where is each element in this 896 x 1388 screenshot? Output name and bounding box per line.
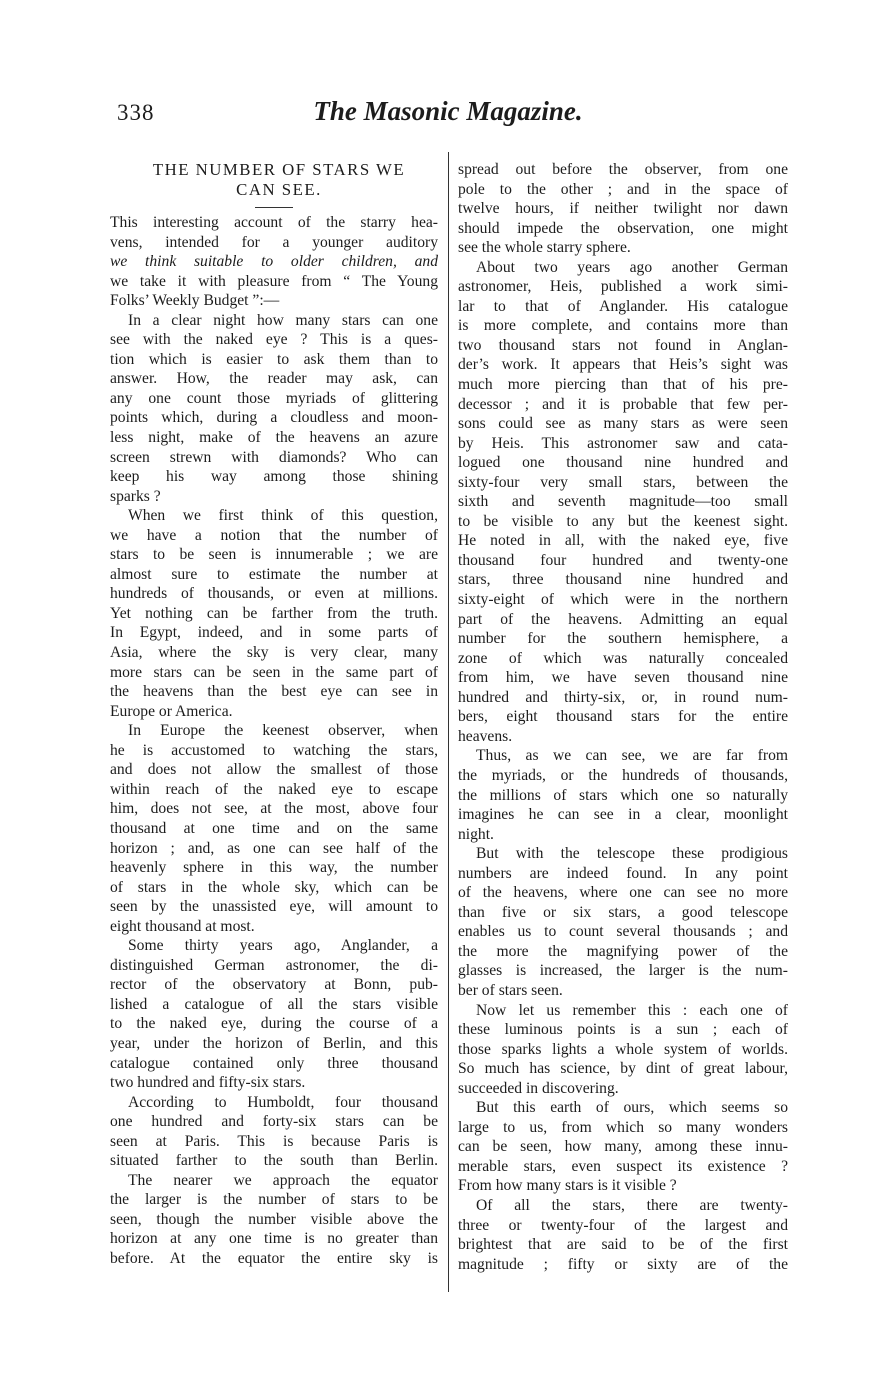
text-line: He noted in all, with the naked eye, five xyxy=(458,532,788,550)
page-header xyxy=(0,96,896,136)
text-line: zone of which was naturally concealed xyxy=(458,649,788,667)
right-column xyxy=(458,160,788,1274)
text-line: we think suitable to older children, and xyxy=(110,253,438,271)
text-line: we take it with pleasure from “ The Young xyxy=(110,272,438,290)
text-line: From how many stars is it visible ? xyxy=(458,1177,677,1195)
text-line: than five or six stars, a good telescope xyxy=(458,903,788,921)
text-line: Europe or America. xyxy=(110,702,233,720)
text-line: magnitude ; fifty or sixty are of the xyxy=(458,1255,788,1273)
text-line: number for the southern hemisphere, a xyxy=(458,630,788,648)
text-line: year, under the horizon of Berlin, and this xyxy=(110,1034,438,1052)
text-line: When we first think of this question, xyxy=(128,507,438,525)
article-title-line-2: CAN SEE. xyxy=(236,180,322,199)
text-line: three or twenty-four of the largest and xyxy=(458,1216,788,1234)
text-line: twelve hours, if neither twilight nor dawn xyxy=(458,200,788,218)
text-line: catalogue contained only three thousand xyxy=(110,1054,438,1072)
text-line: points which, during a cloudless and moon- xyxy=(110,409,438,427)
text-line: seen at Paris. This is because Paris is xyxy=(110,1132,438,1150)
text-line: heavens. xyxy=(458,727,513,745)
text-line: vens, intended for a younger auditory xyxy=(110,233,438,251)
text-line: those sparks lights a whole system of worlds. xyxy=(458,1040,788,1058)
text-line: der’s work. It appears that Heis’s sight was xyxy=(458,356,788,374)
text-line: Folks’ Weekly Budget ”:— xyxy=(110,292,280,310)
text-line: answer. How, the reader may ask, can xyxy=(110,370,438,388)
text-line: lar to that of Anglander. His catalogue xyxy=(458,297,788,315)
text-line: In Egypt, indeed, and in some parts of xyxy=(110,624,438,642)
text-line: situated farther to the south than Berlin. xyxy=(110,1152,438,1170)
text-line: rector of the observatory at Bonn, pub- xyxy=(110,976,438,994)
text-line: sons could see as many stars as were seen xyxy=(458,415,788,433)
text-line: In a clear night how many stars can one xyxy=(128,311,438,329)
left-column-text xyxy=(110,213,438,1269)
text-line: Some thirty years ago, Anglander, a xyxy=(128,937,438,955)
text-line: less night, make of the heavens an azure xyxy=(110,429,438,447)
text-line: heavenly sphere in this way, the number xyxy=(110,859,438,877)
text-line: more stars can be seen in the same part of xyxy=(110,663,438,681)
text-line: the larger is the number of stars to be xyxy=(110,1191,438,1209)
text-line: Thus, as we can see, we are far from xyxy=(476,747,788,765)
text-line: is more complete, and contains more than xyxy=(458,317,788,335)
text-line: sixth and seventh magnitude—too small xyxy=(458,493,788,511)
text-line: hundreds of thousands, or even at millions. xyxy=(110,585,438,603)
title-rule xyxy=(255,207,293,208)
text-line: But this earth of ours, which seems so xyxy=(476,1099,788,1117)
text-line: the more the magnifying power of the xyxy=(458,942,788,960)
text-line: ber of stars seen. xyxy=(458,981,563,999)
text-line: within reach of the naked eye to escape xyxy=(110,780,438,798)
text-line: Asia, where the sky is very clear, many xyxy=(110,644,438,662)
text-line: by Heis. This astronomer saw and cata- xyxy=(458,434,788,452)
text-line: In Europe the keenest observer, when xyxy=(128,722,438,740)
text-line: from him, we have seven thousand nine xyxy=(458,669,788,687)
text-line: tion which is easier to ask them than to xyxy=(110,350,438,368)
text-line: horizon at any one time is no greater than xyxy=(110,1230,438,1248)
text-line: of stars in the whole sky, which can be xyxy=(110,878,438,896)
text-line: of the heavens, where one can see no more xyxy=(458,884,788,902)
text-line: succeeded in discovering. xyxy=(458,1079,619,1097)
text-line: much more piercing than that of his pre- xyxy=(458,376,788,394)
text-line: to the naked eye, during the course of a xyxy=(110,1015,438,1033)
text-line: lished a catalogue of all the stars visible xyxy=(110,995,438,1013)
text-line: we have a notion that the number of xyxy=(110,526,438,544)
text-line: brightest that are said to be of the first xyxy=(458,1236,788,1254)
text-line: decessor ; and it is probable that few per- xyxy=(458,395,788,413)
text-line: the myriads, or the hundreds of thousands, xyxy=(458,766,788,784)
text-line: to be visible to any but the keenest sight. xyxy=(458,512,788,530)
text-line: thousand four hundred and twenty-one xyxy=(458,551,788,569)
text-line: these luminous points is a sun ; each of xyxy=(458,1021,788,1039)
text-line: enables us to count several thousands ; and xyxy=(458,923,788,941)
text-line: glasses is increased, the larger is the num- xyxy=(458,962,788,980)
text-line: This interesting account of the starry hea- xyxy=(110,214,438,231)
text-line: eight thousand at most. xyxy=(110,917,255,935)
text-line: distinguished German astronomer, the di- xyxy=(110,956,438,974)
column-divider xyxy=(448,152,449,1292)
text-line: before. At the equator the entire sky is xyxy=(110,1249,438,1267)
text-line: spread out before the observer, from one xyxy=(458,161,788,178)
article-title-line-1: THE NUMBER OF STARS WE xyxy=(152,160,406,179)
page-number: 338 xyxy=(117,100,155,125)
text-line: Now let us remember this : each one of xyxy=(476,1001,788,1019)
text-line: But with the telescope these prodigious xyxy=(476,845,788,863)
text-line: seen by the unassisted eye, will amount to xyxy=(110,898,438,916)
text-line: merable stars, even suspect its existence ? xyxy=(458,1157,788,1175)
text-line: can be seen, how many, among these innu- xyxy=(458,1138,788,1156)
text-line: almost sure to estimate the number at xyxy=(110,565,438,583)
text-line: hundred and thirty-six, or, in round num- xyxy=(458,688,788,706)
text-line: the millions of stars which one so naturally xyxy=(458,786,788,804)
text-line: see with the naked eye ? This is a ques- xyxy=(110,331,438,349)
text-line: one hundred and forty-six stars can be xyxy=(110,1113,438,1131)
text-line: part of the heavens. Admitting an equal xyxy=(458,610,788,628)
text-line: logued one thousand nine hundred and xyxy=(458,454,788,472)
text-line: Yet nothing can be farther from the truth. xyxy=(110,604,438,622)
text-line: According to Humboldt, four thousand xyxy=(128,1093,438,1111)
text-line: pole to the other ; and in the space of xyxy=(458,180,788,198)
text-line: stars to be seen is innumerable ; we are xyxy=(110,546,438,564)
text-line: stars, three thousand nine hundred and xyxy=(458,571,788,589)
text-line: and does not allow the smallest of those xyxy=(110,761,438,779)
left-column xyxy=(110,160,438,1269)
text-line: So much has science, by dint of great labour, xyxy=(458,1060,788,1078)
text-line: should impede the observation, one might xyxy=(458,219,788,237)
text-line: horizon ; and, as one can see half of the xyxy=(110,839,438,857)
text-line: any one count those myriads of glittering xyxy=(110,389,438,407)
text-line: seen, though the number visible above the xyxy=(110,1210,438,1228)
text-line: see the whole starry sphere. xyxy=(458,239,631,257)
text-line: numbers are indeed found. In any point xyxy=(458,864,788,882)
text-line: thousand at one time and on the same xyxy=(110,819,438,837)
text-line: two hundred and fifty-six stars. xyxy=(110,1074,306,1092)
text-line: astronomer, Heis, published a work simi- xyxy=(458,278,788,296)
text-line: large to us, from which so many wonders xyxy=(458,1118,788,1136)
text-line: sixty-four very small stars, between the xyxy=(458,473,788,491)
text-line: night. xyxy=(458,825,494,843)
text-line: keep his way among those shining xyxy=(110,468,438,486)
text-line: The nearer we approach the equator xyxy=(128,1171,438,1189)
text-line: him, does not see, at the most, above four xyxy=(110,800,438,818)
text-line: sparks ? xyxy=(110,487,161,505)
text-line: the heavens than the best eye can see in xyxy=(110,683,438,701)
right-column-text xyxy=(458,160,788,1274)
magazine-title: The Masonic Magazine. xyxy=(313,96,583,126)
text-line: bers, eight thousand stars for the entire xyxy=(458,708,788,726)
text-line: About two years ago another German xyxy=(476,258,788,276)
text-line: imagines he can see in a clear, moonlight xyxy=(458,806,788,824)
text-line: two thousand stars not found in Anglan- xyxy=(458,336,788,354)
text-line: sixty-eight of which were in the northern xyxy=(458,591,788,609)
text-line: screen strewn with diamonds? Who can xyxy=(110,448,438,466)
text-line: Of all the stars, there are twenty- xyxy=(476,1196,788,1214)
text-line: he is accustomed to watching the stars, xyxy=(110,741,438,759)
